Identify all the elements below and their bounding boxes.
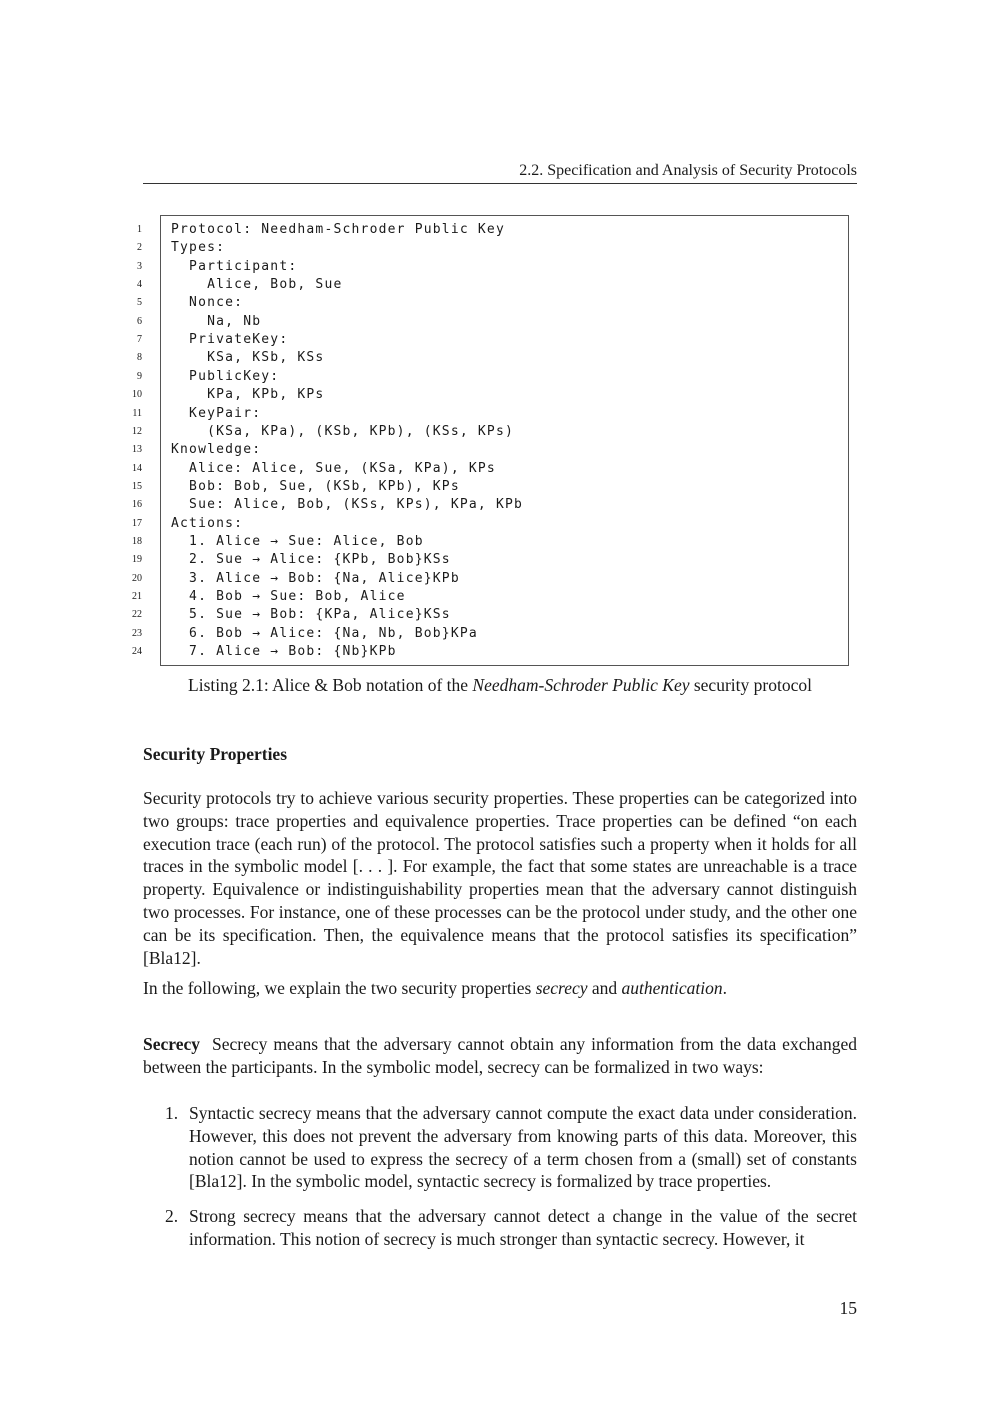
line-number: 18: [132, 535, 142, 547]
code-line: [137, 221, 848, 239]
line-number: 3: [137, 260, 142, 272]
code-text: Nonce:: [171, 295, 244, 311]
code-line: [132, 551, 848, 569]
code-text: 4. Bob → Sue: Bob, Alice: [171, 589, 406, 604]
line-number: 17: [132, 517, 142, 529]
code-line: [132, 478, 848, 496]
caption-suffix: security protocol: [689, 675, 812, 695]
code-text: Alice, Bob, Sue: [171, 277, 343, 293]
code-line: [132, 606, 848, 624]
paragraph-following: [143, 977, 857, 1000]
code-text: 3. Alice → Bob: {Na, Alice}KPb: [171, 570, 460, 586]
code-text: 1. Alice → Sue: Alice, Bob: [171, 533, 424, 549]
code-line: [132, 515, 848, 533]
code-text: 7. Alice → Bob: {Nb}KPb: [171, 644, 397, 660]
code-line: [137, 239, 848, 257]
caption-protocol-name: Needham-Schroder Public Key: [472, 675, 690, 695]
line-number: 22: [132, 609, 142, 621]
code-line: [137, 294, 848, 312]
line-number: 14: [132, 462, 142, 474]
code-listing: [132, 215, 849, 666]
line-number: 5: [137, 297, 142, 309]
code-text: Types:: [171, 240, 226, 256]
code-text: Knowledge:: [171, 442, 262, 458]
secrecy-text: Secrecy means that the adversary cannot obtain any information from the data exchanged between the participants. In the symbolic model, secrecy can be formalized in two ways:: [143, 1034, 857, 1077]
code-text: Protocol: Needham-Schroder Public Key: [171, 222, 505, 237]
code-line: [137, 313, 848, 331]
term-secrecy: secrecy: [535, 978, 588, 998]
code-line: [137, 331, 848, 349]
code-line: [132, 570, 848, 588]
list-item: [143, 1205, 857, 1251]
code-line: [132, 496, 848, 514]
code-text: PublicKey:: [171, 368, 280, 384]
code-text: Alice: Alice, Sue, (KSa, KPa), KPs: [171, 460, 496, 476]
code-text: KPa, KPb, KPs: [171, 387, 325, 403]
line-number: 23: [132, 627, 142, 639]
section-heading: Security Properties: [143, 744, 288, 764]
line-number: 9: [137, 370, 142, 382]
code-line: [132, 533, 848, 551]
code-line: [137, 276, 848, 294]
listing-caption: [143, 674, 857, 696]
term-authentication: authentication: [621, 978, 723, 998]
code-line: [132, 423, 848, 441]
code-line: [132, 588, 848, 606]
code-line: [132, 441, 848, 459]
line-number: 20: [132, 572, 142, 584]
line-number: 21: [132, 591, 142, 602]
code-line: [132, 405, 848, 423]
caption-prefix: Listing 2.1: Alice & Bob notation of the: [188, 675, 473, 695]
page-number: 15: [839, 1298, 857, 1318]
code-line: [132, 460, 848, 478]
code-text: Na, Nb: [171, 313, 262, 329]
line-number: 8: [137, 352, 142, 364]
para2-end: .: [722, 978, 728, 998]
code-text: 5. Sue → Bob: {KPa, Alice}KSs: [171, 607, 451, 623]
code-text: (KSa, KPa), (KSb, KPb), (KSs, KPs): [171, 423, 515, 439]
code-text: 2. Sue → Alice: {KPb, Bob}KSs: [171, 552, 451, 568]
line-number: 2: [137, 242, 142, 254]
paragraph-trace-properties: Security protocols try to achieve various security properties. These properties can be categorized into two groups: trace properties and equivalence properties. Trace properties can be defined “on each execution trace (each run) of the protocol. The protocol satisfies such a property when it holds for all traces in the symbolic model [. . . ]. For example, the fact that some states are unreachable is a trace property. Equivalence or indistinguishability properties mean that the adversary cannot distinguish two processes. For instance, one of these processes can be the protocol under study, and the other one can be its specification. Then, the equivalence means that the protocol satisfies its specification” [Bla12].: [143, 788, 857, 968]
list-item-text: Strong secrecy means that the adversary cannot detect a change in the value of the secret information. This notion of secrecy is much stronger than syntactic secrecy. However, it: [189, 1206, 857, 1249]
list-item-number: 1.: [165, 1103, 179, 1123]
code-text: KSa, KSb, KSs: [171, 350, 325, 366]
code-text: KeyPair:: [171, 405, 262, 421]
list-item-number: 2.: [165, 1206, 179, 1227]
line-number: 6: [137, 315, 142, 327]
line-number: 13: [132, 444, 142, 456]
code-text: PrivateKey:: [171, 332, 289, 348]
paragraph-secrecy: [143, 1033, 857, 1079]
running-head: 2.2. Specification and Analysis of Security Protocols: [143, 160, 857, 184]
line-number: 24: [132, 646, 142, 658]
secrecy-list: [143, 1102, 857, 1251]
secrecy-label: Secrecy: [143, 1034, 201, 1054]
code-line: [132, 643, 848, 661]
code-text: Sue: Alice, Bob, (KSs, KPs), KPa, KPb: [171, 497, 524, 513]
line-number: 19: [132, 554, 142, 566]
line-number: 12: [132, 425, 142, 437]
code-line: [137, 258, 848, 276]
para2-and: and: [587, 978, 622, 998]
code-text: Actions:: [171, 515, 244, 531]
code-line: [132, 625, 848, 643]
code-text: Participant:: [171, 258, 298, 274]
list-item-text: Syntactic secrecy means that the adversary cannot compute the exact data under consideration. However, this does not prevent the adversary from knowing parts of this data. Moreover, this notion cannot be used to express the secrecy of a term chosen from a (small) set of constants [Bla12]. In the symbolic model, syntactic secrecy is formalized by trace properties.: [189, 1103, 857, 1192]
code-line: [132, 386, 848, 404]
code-line: [137, 349, 848, 367]
code-text: 6. Bob → Alice: {Na, Nb, Bob}KPa: [171, 625, 478, 641]
line-number: 4: [137, 279, 142, 291]
list-item: [143, 1102, 857, 1193]
line-number: 1: [137, 224, 142, 235]
line-number: 11: [132, 407, 142, 419]
line-number: 16: [132, 499, 142, 511]
para2-prefix: In the following, we explain the two security properties: [143, 978, 536, 998]
code-text: Bob: Bob, Sue, (KSb, KPb), KPs: [171, 478, 460, 494]
code-line: [137, 368, 848, 386]
line-number: 15: [132, 480, 142, 492]
line-number: 7: [137, 334, 142, 346]
line-number: 10: [132, 389, 142, 401]
